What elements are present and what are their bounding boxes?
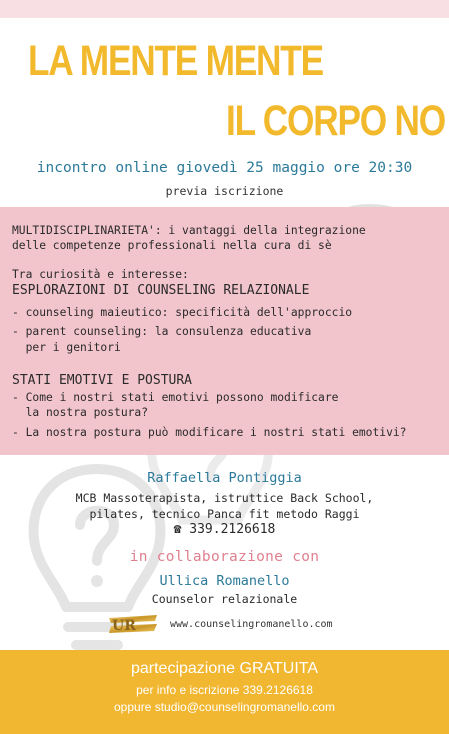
- event-date-time: incontro online giovedì 25 maggio ore 20:30: [36, 160, 413, 176]
- curiosity-line: Tra curiosità e interesse:: [12, 268, 189, 281]
- registration-note: previa iscrizione: [165, 184, 284, 198]
- collaborator-role: Counselor relazionale: [151, 592, 298, 606]
- intro-line-2: delle competenze professionali nella cura di sè: [12, 239, 332, 252]
- section-1-item-1: - counseling maieutico: specificità dell'approccio: [12, 306, 353, 319]
- speaker-name: Raffaella Pontiggia: [147, 470, 302, 486]
- top-strip: [0, 0, 449, 18]
- footer-free-participation: partecipazione GRATUITA: [130, 660, 319, 677]
- footer-email[interactable]: oppure studio@counselingromanello.com: [114, 700, 335, 714]
- section-2-item-1-line-2: la nostra postura?: [12, 406, 149, 419]
- collaboration-label: in collaborazione con: [129, 549, 320, 565]
- logo-text: UR: [112, 618, 136, 634]
- website-link[interactable]: www.counselingromanello.com: [170, 619, 333, 630]
- section-2-item-2: - La nostra postura può modificare i nostri stati emotivi?: [12, 426, 407, 439]
- speaker-phone: [0, 522, 449, 537]
- section-1-item-2-line-1: - parent counseling: la consulenza educativa: [12, 325, 312, 338]
- section-1-item-2-line-2: per i genitori: [12, 341, 121, 354]
- title-line-2: IL CORPO NO: [226, 97, 445, 145]
- title-line-1: LA MENTE MENTE: [28, 37, 323, 85]
- section-2-title: STATI EMOTIVI E POSTURA: [12, 373, 193, 388]
- section-2-item-1-line-1: - Come i nostri stati emotivi possono modificare: [12, 391, 339, 404]
- speaker-role-line-1: MCB Massoterapista, istruttice Back School,: [75, 491, 374, 505]
- counseling-logo: [107, 612, 159, 636]
- footer-banner: [0, 650, 449, 734]
- phone-icon: ☎: [173, 522, 182, 537]
- footer-info-phone: per info e iscrizione 339.2126618: [136, 683, 313, 697]
- speaker-role-line-2: pilates, tecnico Panca fit metodo Raggi: [89, 507, 360, 521]
- intro-line-1: MULTIDISCIPLINARIETA': i vantaggi della integrazione: [12, 224, 366, 237]
- section-1-title: ESPLORAZIONI DI COUNSELING RELAZIONALE: [12, 283, 310, 298]
- speaker-phone-number: 339.2126618: [189, 522, 276, 537]
- collaborator-name: Ullica Romanello: [159, 573, 290, 589]
